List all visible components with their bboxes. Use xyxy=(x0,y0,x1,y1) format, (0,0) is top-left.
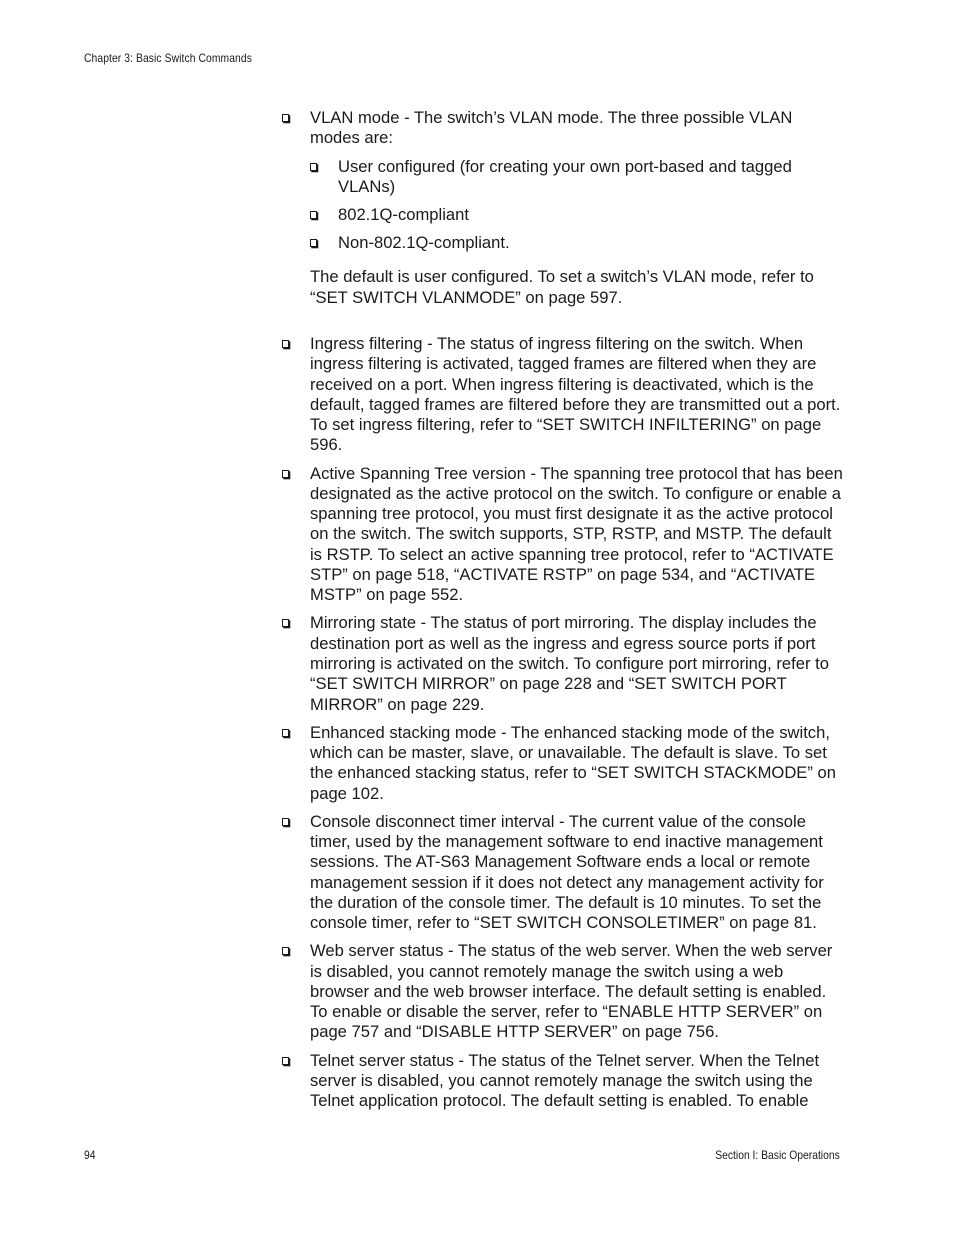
sub-list-item-text: Non-802.1Q-compliant. xyxy=(338,233,510,253)
list-item-web-server xyxy=(281,941,843,1042)
list-item-text: Web server status - The status of the web server. When the web server is disabled, you cannot remotely manage the switch using a web browser and the web browser interface. The default setting is enabled. To enable or disable the server, refer to “ENABLE HTTP SERVER” on page 757 and “DISABLE HTTP SERVER” on page 756. xyxy=(310,941,833,1042)
list-item-text: Telnet server status - The status of the Telnet server. When the Telnet server is disabled, you cannot remotely manage the switch using the Telnet application protocol. The default setting is enabled. To enable xyxy=(310,1050,820,1111)
checkbox-bullet-icon xyxy=(282,729,289,737)
list-item-text: Active Spanning Tree version - The spanning tree protocol that has been designated as the active protocol on the switch. To configure or enable a spanning tree protocol, you must first designate it as the active protocol on the switch. The switch supports, STP, RSTP, and MSTP. The default is RSTP. To select an active spanning tree protocol, refer to “ACTIVATE STP” on page 518, “ACTIVATE RSTP” on page 534, and “ACTIVATE MSTP” on page 552. xyxy=(310,463,843,605)
list-item-mirroring-state xyxy=(281,613,843,714)
list-item-ingress-filtering xyxy=(281,334,843,456)
list-item-vlan-mode xyxy=(281,108,843,308)
sub-list-item xyxy=(310,233,843,253)
sub-list-item-text: 802.1Q-compliant xyxy=(338,204,469,224)
vlan-mode-note: The default is user configured. To set a switch’s VLAN mode, refer to “SET SWITCH VLANMODE” on page 597. xyxy=(310,267,814,307)
list-item-text: VLAN mode - The switch’s VLAN mode. The three possible VLAN modes are: xyxy=(310,108,793,148)
checkbox-bullet-icon xyxy=(310,163,317,171)
checkbox-bullet-icon xyxy=(282,114,289,122)
checkbox-bullet-icon xyxy=(282,340,289,348)
list-item-telnet-server xyxy=(281,1051,843,1112)
sub-list-item-text: User configured (for creating your own port-based and tagged VLANs) xyxy=(338,156,792,196)
list-item-text: Ingress filtering - The status of ingress filtering on the switch. When ingress filtering is activated, tagged frames are filtered when they are received on a port. When ingress filtering is deactivated, which is the default, tagged frames are filtered before they are transmitted out a port. To set ingress filtering, refer to “SET SWITCH INFILTERING” on page 596. xyxy=(310,333,841,455)
list-item-text: Console disconnect timer interval - The current value of the console timer, used by the management software to end inactive management sessions. The AT-S63 Management Software ends a local or remote management session if it does not detect any management activity for the duration of the console timer. The default is 10 minutes. To set the console timer, refer to “SET SWITCH CONSOLETIMER” on page 81. xyxy=(310,811,824,933)
list-item-enhanced-stacking xyxy=(281,723,843,804)
checkbox-bullet-icon xyxy=(310,239,317,247)
sub-list-item xyxy=(310,205,843,225)
checkbox-bullet-icon xyxy=(282,470,289,478)
page-number: 94 xyxy=(84,1148,96,1162)
list-item-active-spanning-tree xyxy=(281,464,843,606)
sub-list-item xyxy=(310,157,843,198)
checkbox-bullet-icon xyxy=(282,818,289,826)
vlan-mode-sublist xyxy=(310,157,843,254)
checkbox-bullet-icon xyxy=(282,1057,289,1065)
running-header: Chapter 3: Basic Switch Commands xyxy=(84,51,252,65)
list-item-text: Enhanced stacking mode - The enhanced stacking mode of the switch, which can be master, slave, or unavailable. The default is slave. To set the enhanced stacking status, refer to “SET SWITCH STACKMODE” on page 102. xyxy=(310,722,836,803)
field-list xyxy=(281,108,843,1111)
list-item-console-timer xyxy=(281,812,843,934)
page-body xyxy=(281,108,843,1119)
list-item-text: Mirroring state - The status of port mirroring. The display includes the destination port as well as the ingress and egress source ports if port mirroring is activated on the switch. To configure port mirroring, refer to “SET SWITCH MIRROR” on page 228 and “SET SWITCH PORT MIRROR” on page 229. xyxy=(310,613,829,714)
checkbox-bullet-icon xyxy=(310,211,317,219)
checkbox-bullet-icon xyxy=(282,619,289,627)
running-footer-section: Section I: Basic Operations xyxy=(715,1148,840,1162)
checkbox-bullet-icon xyxy=(282,947,289,955)
